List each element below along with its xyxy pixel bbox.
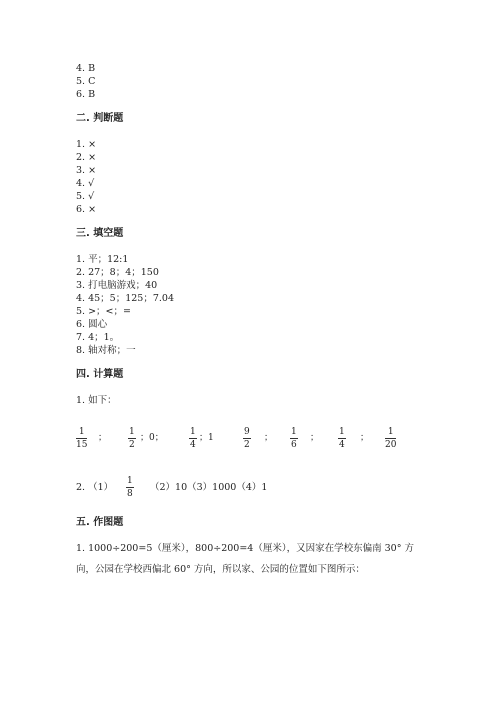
- question-label: 1. 如下：: [76, 395, 117, 406]
- fraction-bar: [189, 438, 197, 439]
- answer-line: 1. ×: [76, 139, 97, 150]
- answer-line: 6. B: [76, 89, 96, 100]
- fraction: [385, 427, 396, 450]
- answer-line: 4. 45；5；125；7.04: [76, 293, 175, 304]
- fraction: [290, 427, 298, 450]
- answer-line: 5. √: [76, 191, 95, 202]
- answer-line: 7. 4；1。: [76, 332, 120, 343]
- answer-line: 2. 27；8；4；150: [76, 267, 159, 278]
- fraction-bar: [385, 438, 396, 439]
- answer-line: 5. C: [76, 76, 96, 87]
- section-title: 二. 判断题: [76, 113, 124, 124]
- fraction: [126, 476, 134, 499]
- denominator: 4: [190, 440, 196, 450]
- denominator: 15: [76, 440, 88, 450]
- denominator: 2: [244, 440, 250, 450]
- answer-line: 2. ×: [76, 152, 97, 163]
- numerator: 1: [190, 427, 196, 437]
- section-title: 四. 计算题: [76, 369, 124, 380]
- fraction-bar: [290, 438, 298, 439]
- separator-zero: ；0；: [140, 433, 164, 443]
- answer-line: 1. 平；12:1: [76, 254, 129, 265]
- question-2-rest: （2）10（3）1000（4）1: [150, 482, 268, 493]
- numerator: 1: [339, 427, 345, 437]
- fraction: [338, 427, 346, 450]
- numerator: 1: [291, 427, 297, 437]
- fraction: [76, 427, 87, 450]
- separator: ；: [360, 433, 370, 443]
- answer-line: 6. 圆心: [76, 319, 108, 330]
- denominator: 20: [385, 440, 397, 450]
- numerator: 1: [387, 427, 394, 437]
- numerator: 1: [129, 427, 135, 437]
- numerator: 1: [78, 427, 85, 437]
- fraction-bar: [243, 438, 251, 439]
- denominator: 4: [339, 440, 345, 450]
- separator: ；: [264, 433, 274, 443]
- drawing-explanation: 1. 1000÷200=5（厘米），800÷200=4（厘米），又因家在学校东偏南 30° 方向，公园在学校西偏北 60° 方向，所以家、公园的位置如下图所示：: [76, 543, 414, 575]
- answer-line: 5. >；<；=: [76, 306, 131, 317]
- fraction: [128, 427, 136, 450]
- fraction-bar: [128, 438, 136, 439]
- numerator: 1: [127, 476, 133, 486]
- denominator: 6: [291, 440, 297, 450]
- denominator: 2: [129, 440, 135, 450]
- fraction-bar: [126, 487, 134, 488]
- question-2-prefix: 2. （1）: [76, 482, 114, 493]
- separator: ；: [310, 433, 320, 443]
- denominator: 8: [127, 489, 133, 499]
- separator: ；: [98, 433, 108, 443]
- answer-line: 8. 轴对称；一: [76, 345, 136, 356]
- answer-line: 3. ×: [76, 165, 97, 176]
- fraction: [243, 427, 251, 450]
- numerator: 9: [244, 427, 250, 437]
- answer-line: 4. √: [76, 178, 95, 189]
- section-title: 三. 填空题: [76, 228, 124, 239]
- section-title: 五. 作图题: [76, 517, 124, 528]
- answer-line: 4. B: [76, 63, 96, 74]
- answer-line: 6. ×: [76, 204, 97, 215]
- answer-line: 3. 打电脑游戏；40: [76, 280, 158, 291]
- fraction-bar: [76, 438, 87, 439]
- fraction-bar: [338, 438, 346, 439]
- fraction: [189, 427, 197, 450]
- separator-one: ；1: [199, 433, 214, 443]
